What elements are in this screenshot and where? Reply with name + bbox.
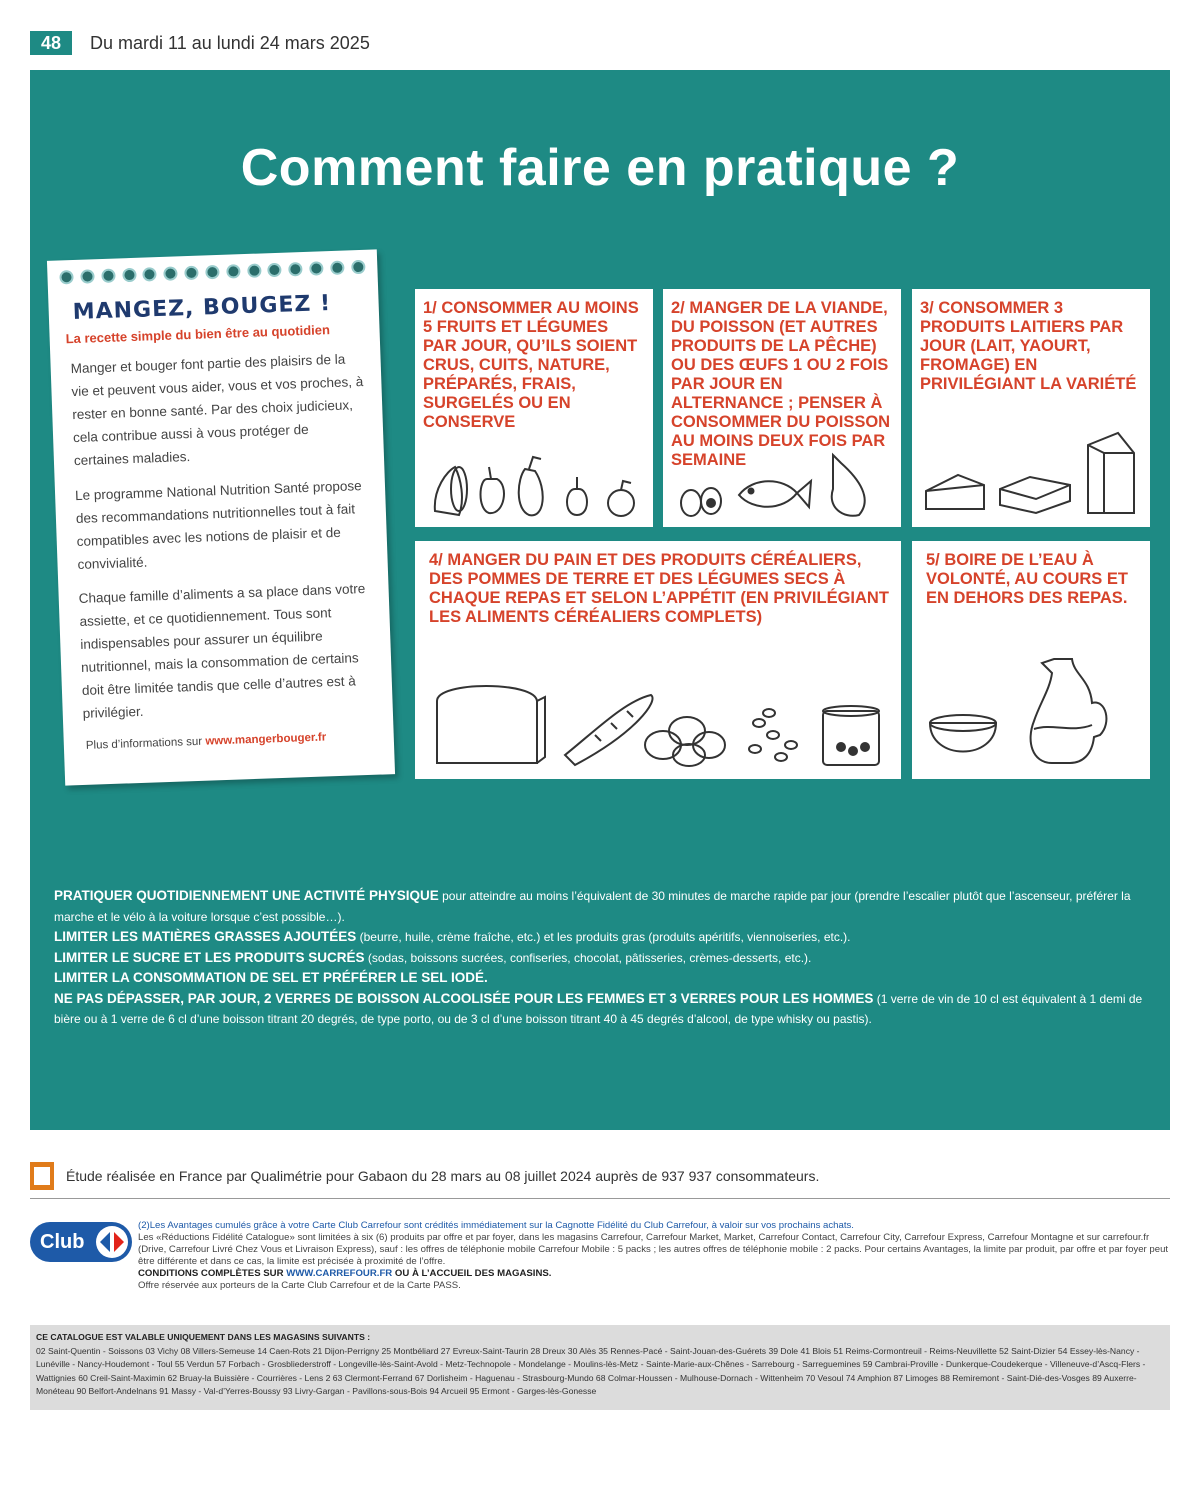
card-text: 3/ CONSOMMER 3 PRODUITS LAITIERS PAR JOUR (LAIT, YAOURT, FROMAGE) EN PRIVILÉGIANT LA VARIÉTÉ	[920, 299, 1137, 393]
advice-item	[54, 927, 1144, 948]
note-paragraph: Manger et bouger font partie des plaisirs de la vie et peuvent vous aider, vous et vos proches, à rester en bonne santé. Par des choix judicieux, cela contribue aussi à vous protéger de certaines maladies.	[70, 351, 364, 468]
conditions-line	[138, 1268, 1170, 1280]
card-water	[912, 541, 1150, 779]
advice-text: (1 verre de vin de 10 cl est équivalent à 1 demi de bière ou à 1 verre de 6 cl d’une boisson titrant 20 degrés, de type porto, ou de 3 cl d’une boisson titrant 40 à 45 degrés d’alcool, de type whisky ou pastis).	[54, 991, 1143, 1026]
note-title: MANGEZ, BOUGEZ !	[72, 291, 332, 326]
carrefour-link[interactable]: WWW.CARREFOUR.FR	[286, 1268, 393, 1279]
fine-line: Offre réservée aux porteurs de la Carte Club Carrefour et de la Carte PASS.	[138, 1280, 461, 1291]
advice-text: pour atteindre au moins l’équivalent de 30 minutes de marche rapide par jour (prendre l’escalier plutôt que l’ascenseur, préférer la marche et le vélo à la voiture lorsque c’est possible…).	[54, 889, 1131, 924]
meat-fish-egg-icon	[673, 449, 893, 519]
divider	[30, 1198, 1170, 1199]
advice-bold: LIMITER LES MATIÈRES GRASSES AJOUTÉES	[54, 929, 357, 944]
store-list	[30, 1325, 1170, 1410]
study-text: Étude réalisée en France par Qualimétrie pour Gabaon du 28 mars au 08 juillet 2024 auprès de 937 937 consommateurs.	[66, 1168, 820, 1184]
advice-text: (sodas, boissons sucrées, confiseries, chocolat, pâtisseries, crèmes-desserts, etc.).	[367, 950, 812, 965]
note-paragraph: Chaque famille d’aliments a sa place dans votre assiette, et ce quotidiennement. Tous sont indispensables pour assurer un équilibre nutritionnel, mais la consommation de certains doit être limitée tandis que celle d’autres est à privilégier.	[78, 581, 366, 722]
card-text: 1/ CONSOMMER AU MOINS 5 FRUITS ET LÉGUMES PAR JOUR, QU’ILS SOIENT CRUS, CUITS, NATURE, PRÉPARÉS, FRAIS, SURGELÉS OU EN CONSERVE	[423, 299, 639, 431]
note-subtitle: La recette simple du bien être au quotidien	[65, 322, 331, 347]
store-list-heading: CE CATALOGUE EST VALABLE UNIQUEMENT DANS LES MAGASINS SUIVANTS :	[36, 1332, 371, 1342]
advice-item	[54, 989, 1144, 1030]
card-dairy	[912, 289, 1150, 527]
date-range: Du mardi 11 au lundi 24 mars 2025	[90, 32, 370, 53]
carrefour-logo-icon	[96, 1226, 128, 1258]
advice-bold: PRATIQUER QUOTIDIENNEMENT UNE ACTIVITÉ PHYSIQUE	[54, 888, 439, 903]
fine-line: (2)Les Avantages cumulés grâce à votre Carte Club Carrefour sont crédités immédiatement sur la Cagnotte Fidélité du Club Carrefour, à valoir sur vos prochains achats.	[138, 1220, 854, 1231]
card-text: 4/ MANGER DU PAIN ET DES PRODUITS CÉRÉALIERS, DES POMMES DE TERRE ET DES LÉGUMES SECS À CHAQUE REPAS ET SELON L’APPÉTIT (EN PRIVILÉGIANT LES ALIMENTS CÉRÉALIERS COMPLETS)	[429, 551, 889, 626]
advice-item	[54, 968, 1144, 989]
dairy-icon	[922, 419, 1142, 519]
card-text: 2/ MANGER DE LA VIANDE, DU POISSON (ET AUTRES PRODUITS DE LA PÊCHE) OU DES ŒUFS 1 OU 2 FOIS PAR JOUR EN ALTERNANCE ; PENSER À CONSOMMER DU POISSON AU MOINS DEUX FOIS PAR SEMAINE	[671, 299, 891, 469]
mangerbouger-link[interactable]: www.mangerbouger.fr	[205, 731, 327, 748]
study-note	[30, 1162, 1170, 1190]
fine-line: Les «Réductions Fidélité Catalogue» sont limitées à six (6) produits par offre et par foyer, dans les magasins Carrefour, Carrefour Market, Market, Carrefour Contact, Carrefour City, Carrefour Express, Carrefour Montagne et sur carrefour.fr (Drive, Carrefour Livré Chez Vous et Livraison Express), sauf : les offres de téléphonie mobile Carrefour Mobile : 5 packs ; les autres offres de téléphonie mobile : 2 packs. Pour certains Avantages, la limite par produit, par offre et par foyer peut être différente et dans ce cas, la limite est précisée à proximité de l’offre.	[138, 1232, 1169, 1267]
more-info	[80, 730, 376, 752]
advice-item	[54, 886, 1144, 927]
advice-bold: LIMITER LE SUCRE ET LES PRODUITS SUCRÉS	[54, 949, 365, 965]
mangez-bougez-note	[47, 249, 395, 785]
water-jug-icon	[922, 651, 1142, 771]
card-fruits-vegetables	[415, 289, 653, 527]
page-title: Comment faire en pratique ?	[240, 139, 960, 197]
spiral-binding	[59, 260, 365, 285]
advice-bold: NE PAS DÉPASSER, PAR JOUR, 2 VERRES DE BOISSON ALCOOLISÉE POUR LES FEMMES ET 3 VERRES POUR LES HOMMES	[54, 990, 874, 1006]
page-number: 48	[30, 31, 72, 55]
advice-item	[54, 948, 1144, 969]
advice-list	[54, 886, 1144, 1030]
page-header	[30, 30, 370, 56]
store-list-text: 02 Saint-Quentin - Soissons 03 Vichy 08 Villers-Semeuse 14 Caen-Rots 21 Dijon-Perrigny 25 Montbéliard 27 Evreux-Saint-Taurin 28 Dreux 30 Alès 35 Rennes-Pacé - Saint-Jouan-des-Guérets 39 Dole 41 Blois 51 Reims-Cormontreuil - Reims-Neuvillette 52 Saint-Dizier 54 Essey-lès-Nancy - Lunéville - Nancy-Houdemont - Toul 55 Verdun 57 Forbach - Grosbliederstroff - Longeville-lès-Saint-Avold - Metz-Technopole - Mondelange - Moulins-lès-Metz - Sainte-Marie-aux-Chênes - Sarrebourg - Sarreguemines 59 Cambrai-Proville - Dunkerque-Coudekerque - Villeneuve-d’Ascq-Flers - Wattignies 60 Creil-Saint-Maximin 62 Bruay-la Buissière - Courrières - Lens 2 63 Clermont-Ferrand 67 Dorlisheim - Haguenau - Strasbourg-Mundo 68 Colmar-Houssen - Mulhouse-Dornach - Wittenheim 70 Vesoul 74 Amphion 87 Limoges 88 Remiremont - Saint-Dié-des-Vosges 89 Auxerre-Monéteau 90 Belfort-Andelnans 91 Massy - Val-d’Yerres-Boussy 93 Livry-Gargan - Pavillons-sous-Bois 94 Arcueil 95 Ermont - Garges-lès-Gonesse	[36, 1345, 1146, 1396]
club-label: Club	[40, 1230, 85, 1253]
card-meat-fish-eggs	[663, 289, 901, 527]
bread-cereals-icon	[425, 671, 891, 771]
note-paragraph: Le programme National Nutrition Santé propose des recommandations nutritionnelles tout à fait compatibles avec les notions de plaisir et de convivialité.	[74, 477, 362, 572]
legal-fine-print	[138, 1220, 1170, 1292]
advice-text: (beurre, huile, crème fraîche, etc.) et les produits gras (produits apéritifs, viennoiseries, etc.).	[359, 930, 851, 944]
conditions-text: OU À L’ACCUEIL DES MAGASINS.	[394, 1268, 552, 1279]
card-bread-cereals	[415, 541, 901, 779]
conditions-text: CONDITIONS COMPLÈTES SUR	[138, 1268, 284, 1279]
more-info-label: Plus d’informations sur	[85, 735, 203, 752]
clipboard-icon	[30, 1162, 54, 1190]
fruits-vegetables-icon	[425, 449, 645, 519]
advice-bold: LIMITER LA CONSOMMATION DE SEL ET PRÉFÉRER LE SEL IODÉ.	[54, 970, 488, 985]
card-text: 5/ BOIRE DE L’EAU À VOLONTÉ, AU COURS ET EN DEHORS DES REPAS.	[926, 551, 1128, 607]
club-carrefour-badge	[30, 1222, 132, 1262]
